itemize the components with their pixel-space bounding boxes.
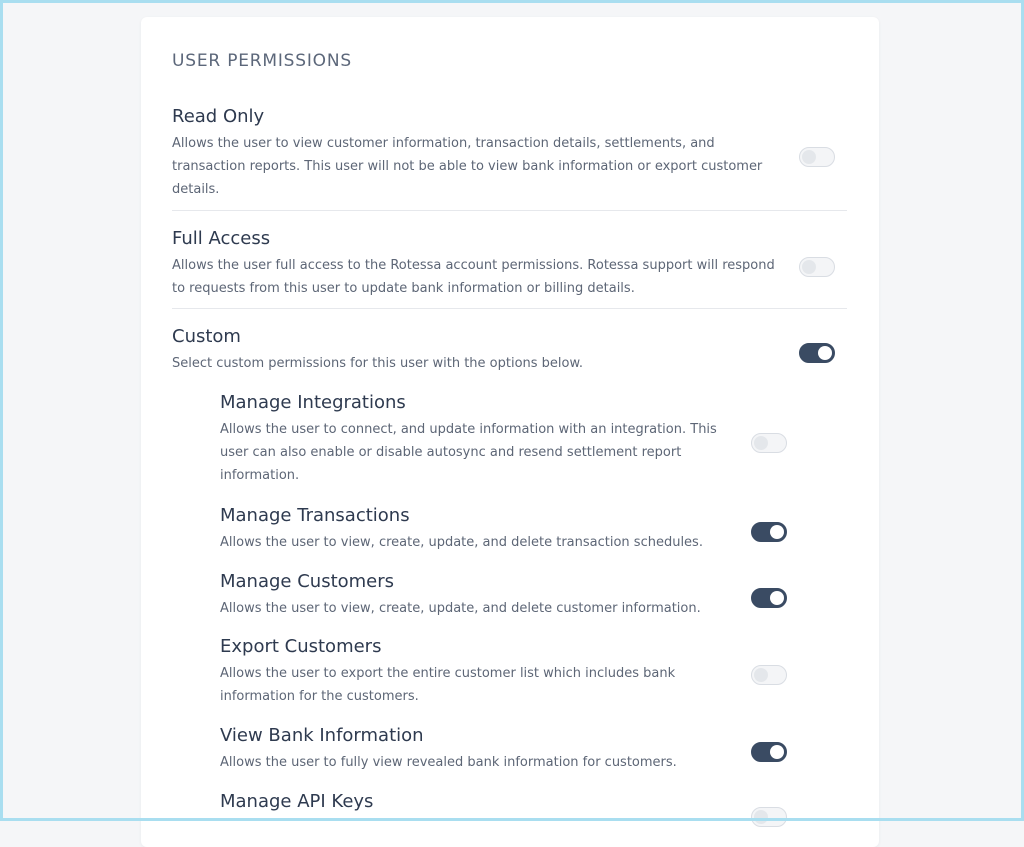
permission-description	[220, 597, 701, 620]
permission-name: Read Only	[172, 106, 265, 127]
description-line: Allows the user to view, create, update, and delete customer information.	[220, 601, 701, 616]
permission-name: Custom	[172, 326, 241, 347]
permission-description	[172, 352, 583, 375]
permission-manage-transactions	[220, 505, 730, 555]
divider	[172, 210, 847, 211]
permission-view-bank-information	[220, 725, 730, 775]
permission-description	[220, 662, 675, 708]
permission-description	[220, 751, 677, 774]
permission-manage-api-keys	[220, 791, 730, 821]
description-line: Allows the user full access to the Rotessa account permissions. Rotessa support will respond	[172, 258, 775, 273]
permission-name: Manage API Keys	[220, 791, 374, 812]
toggle-manage-customers[interactable]	[751, 588, 787, 608]
permission-name: Manage Customers	[220, 571, 395, 592]
permission-manage-customers	[220, 571, 730, 621]
description-line: Allows the user to view customer information, transaction details, settlements, and	[172, 136, 715, 151]
description-line: information for the customers.	[220, 689, 419, 704]
toggle-manage-api-keys[interactable]	[751, 807, 787, 827]
toggle-custom[interactable]	[799, 343, 835, 363]
permission-name: Export Customers	[220, 636, 382, 657]
permission-name: Manage Transactions	[220, 505, 410, 526]
permission-export-customers	[220, 636, 730, 708]
description-line: Allows the user to connect, and update information with an integration. This	[220, 422, 717, 437]
permission-description	[220, 418, 717, 487]
toggle-export-customers[interactable]	[751, 665, 787, 685]
toggle-manage-transactions[interactable]	[751, 522, 787, 542]
toggle-knob	[754, 668, 768, 682]
description-line: details.	[172, 182, 220, 197]
description-line: to requests from this user to update bank information or billing details.	[172, 281, 635, 296]
toggle-read-only[interactable]	[799, 147, 835, 167]
permission-custom	[172, 326, 812, 376]
permission-description	[172, 132, 762, 201]
toggle-knob	[802, 260, 816, 274]
description-line: information.	[220, 468, 300, 483]
permission-manage-integrations	[220, 392, 730, 487]
permission-description	[220, 531, 703, 554]
toggle-view-bank-information[interactable]	[751, 742, 787, 762]
toggle-manage-integrations[interactable]	[751, 433, 787, 453]
permission-description	[172, 254, 775, 300]
permission-name: View Bank Information	[220, 725, 424, 746]
toggle-knob	[754, 436, 768, 450]
toggle-knob	[770, 525, 784, 539]
description-line: user can also enable or disable autosync and resend settlement report	[220, 445, 682, 460]
toggle-knob	[770, 591, 784, 605]
permission-name: Manage Integrations	[220, 392, 406, 413]
description-line: Allows the user to fully view revealed bank information for customers.	[220, 755, 677, 770]
toggle-knob	[770, 745, 784, 759]
toggle-knob	[818, 346, 832, 360]
description-line: Allows the user to view, create, update, and delete transaction schedules.	[220, 535, 703, 550]
card-title: USER PERMISSIONS	[172, 51, 352, 71]
user-permissions-card	[141, 17, 879, 847]
divider	[172, 308, 847, 309]
permission-full-access	[172, 228, 812, 300]
permission-name: Full Access	[172, 228, 271, 249]
permission-read-only	[172, 106, 812, 201]
toggle-full-access[interactable]	[799, 257, 835, 277]
description-line: Select custom permissions for this user with the options below.	[172, 356, 584, 371]
description-line: Allows the user to export the entire customer list which includes bank	[220, 666, 676, 681]
description-line: transaction reports. This user will not be able to view bank information or export customer	[172, 159, 763, 174]
toggle-knob	[754, 810, 768, 824]
toggle-knob	[802, 150, 816, 164]
